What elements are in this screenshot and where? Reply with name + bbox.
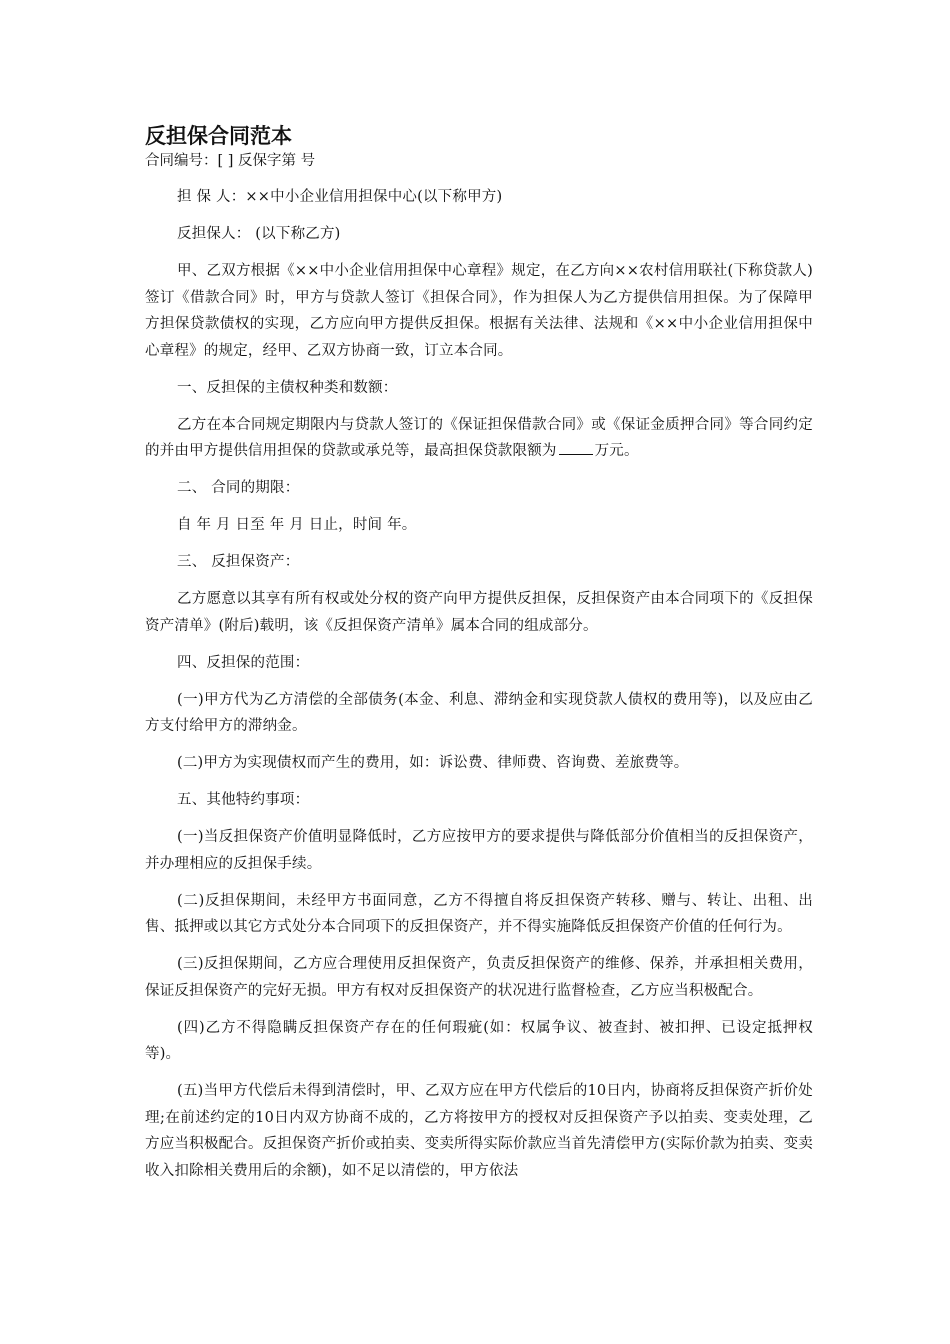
- section-2-heading: 二、 合同的期限：: [177, 480, 300, 496]
- section-5-item-2: (二)反担保期间，未经甲方书面同意，乙方不得擅自将反担保资产转移、赠与、转让、出租、出售、抵押或以其它方式处分本合同项下的反担保资产，并不得实施降低反担保资产价值的任何行为。: [145, 892, 813, 935]
- section-4-heading: 四、反担保的范围：: [177, 654, 310, 671]
- section-5-heading: 五、其他特约事项：: [177, 792, 310, 808]
- amount-blank: [559, 440, 593, 455]
- section-1-heading: 一、反担保的主债权种类和数额：: [177, 379, 398, 396]
- document-title: 反担保合同范本: [145, 124, 292, 148]
- preamble-paragraph: 甲、乙双方根据《××中小企业信用担保中心章程》规定，在乙方向××农村信用联社(下称贷款人)签订《借款合同》时，甲方与贷款人签订《担保合同》，作为担保人为乙方提供信用担保。为了保障甲方担保贷款债权的实现，乙方应向甲方提供反担保。根据有关法律、法规和《××中小企业信用担保中心章程》的规定，经甲、乙双方协商一致，订立本合同。: [145, 263, 813, 359]
- section-5-item-3: (三)反担保期间，乙方应合理使用反担保资产，负责反担保资产的维修、保养，并承担相关费用，保证反担保资产的完好无损。甲方有权对反担保资产的状况进行监督检查，乙方应当积极配合。: [145, 956, 813, 999]
- section-1-text: 乙方在本合同规定期限内与贷款人签订的《保证担保借款合同》或《保证金质押合同》等合同约定的并由甲方提供信用担保的贷款或承兑等，最高担保贷款限额为: [145, 416, 813, 459]
- section-1-paragraph: [145, 412, 813, 465]
- section-4-item-1: (一)甲方代为乙方清偿的全部债务(本金、利息、滞纳金和实现贷款人债权的费用等)，以及应由乙方支付给甲方的滞纳金。: [145, 691, 813, 734]
- section-4-item-2: (二)甲方为实现债权而产生的费用，如：诉讼费、律师费、咨询费、差旅费等。: [177, 755, 689, 771]
- term-paragraph: 自 年 月 日至 年 月 日止，时间 年。: [177, 517, 417, 533]
- amount-unit: 万元。: [594, 443, 639, 459]
- section-5-item-4: (四)乙方不得隐瞒反担保资产存在的任何瑕疵(如：权属争议、被查封、被扣押、已设定抵押权等)。: [145, 1019, 813, 1062]
- document-body: [145, 122, 813, 1195]
- guarantor-line: 担 保 人：××中小企业信用担保中心(以下称甲方): [177, 189, 503, 205]
- section-3-heading: 三、 反担保资产：: [177, 554, 300, 570]
- section-5-item-1: (一)当反担保资产价值明显降低时，乙方应按甲方的要求提供与降低部分价值相当的反担保资产，并办理相应的反担保手续。: [145, 829, 813, 872]
- contract-number: 合同编号：[ ] 反保字第 号: [145, 153, 316, 169]
- section-3-paragraph: 乙方愿意以其享有所有权或处分权的资产向甲方提供反担保，反担保资产由本合同项下的《反担保资产清单》(附后)载明，该《反担保资产清单》属本合同的组成部分。: [145, 591, 813, 634]
- section-5-item-5: (五)当甲方代偿后未得到清偿时，甲、乙双方应在甲方代偿后的10日内，协商将反担保资产折价处理;在前述约定的10日内双方协商不成的，乙方将按甲方的授权对反担保资产予以拍卖、变卖处理，乙方应当积极配合。反担保资产折价或拍卖、变卖所得实际价款应当首先清偿甲方(实际价款为拍卖、变卖收入扣除相关费用后的余额)，如不足以清偿的，甲方依法: [145, 1083, 813, 1179]
- counter-guarantor-line: 反担保人： (以下称乙方): [177, 226, 341, 242]
